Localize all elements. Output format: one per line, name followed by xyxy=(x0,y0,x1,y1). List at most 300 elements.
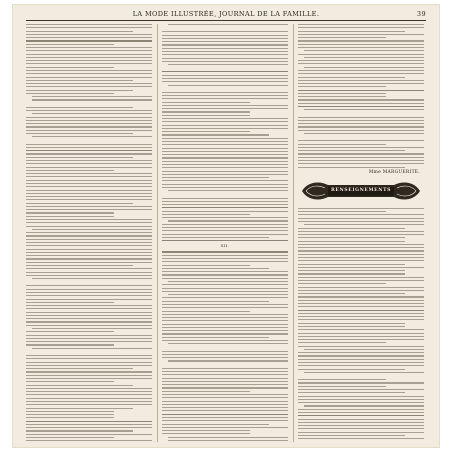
text-line xyxy=(162,414,288,415)
text-line xyxy=(26,242,152,243)
text-line xyxy=(162,278,288,279)
text-line xyxy=(162,54,288,55)
text-line xyxy=(26,222,152,223)
text-line xyxy=(298,396,424,397)
text-line xyxy=(162,217,288,218)
text-line xyxy=(162,51,288,52)
page-header xyxy=(26,10,426,20)
text-line xyxy=(26,120,152,121)
text-line xyxy=(298,409,424,410)
text-line xyxy=(162,184,288,185)
text-line xyxy=(26,338,152,339)
text-line xyxy=(162,271,288,272)
text-line xyxy=(298,293,405,294)
text-line xyxy=(26,63,152,64)
text-line xyxy=(298,306,424,307)
text-line xyxy=(304,109,424,110)
text-line xyxy=(26,209,152,210)
text-line xyxy=(26,219,152,220)
text-line xyxy=(26,252,152,253)
text-line xyxy=(162,301,269,302)
text-line xyxy=(298,221,424,222)
text-line xyxy=(26,70,152,71)
text-line xyxy=(26,362,152,363)
text-line xyxy=(26,57,152,58)
text-line xyxy=(26,335,152,336)
text-line xyxy=(162,251,288,252)
text-line xyxy=(298,287,424,288)
text-line xyxy=(298,54,424,55)
text-line xyxy=(162,330,288,331)
journal-title: LA MODE ILLUSTRÉE, JOURNAL DE LA FAMILLE. xyxy=(132,10,320,18)
text-line xyxy=(162,204,288,205)
text-line xyxy=(298,214,424,215)
text-line xyxy=(162,81,288,82)
text-line xyxy=(162,207,288,208)
text-line xyxy=(298,86,386,87)
text-line xyxy=(26,295,152,296)
text-line xyxy=(26,249,152,250)
text-line xyxy=(162,394,288,395)
text-line xyxy=(162,211,288,212)
text-line xyxy=(26,176,152,177)
text-line xyxy=(162,92,288,93)
text-line xyxy=(298,326,405,327)
text-line xyxy=(162,224,288,225)
text-line xyxy=(298,211,386,212)
text-line xyxy=(162,407,288,408)
text-line xyxy=(162,61,288,62)
text-line xyxy=(162,177,269,178)
text-line xyxy=(298,144,386,145)
text-line xyxy=(162,78,288,79)
text-line xyxy=(162,288,288,289)
text-line xyxy=(304,372,424,373)
text-line xyxy=(162,121,288,122)
text-line xyxy=(162,340,288,341)
text-line xyxy=(162,391,250,392)
text-line xyxy=(26,34,152,35)
text-line xyxy=(162,304,288,305)
text-line xyxy=(32,99,152,100)
text-line xyxy=(26,199,152,200)
text-line xyxy=(162,417,288,418)
text-line xyxy=(26,80,133,81)
text-line xyxy=(298,44,424,45)
text-line xyxy=(26,110,152,111)
text-line xyxy=(26,40,152,41)
text-line xyxy=(298,40,424,41)
text-line xyxy=(26,299,152,300)
text-line xyxy=(298,319,424,320)
text-line xyxy=(162,320,288,321)
text-line xyxy=(26,440,152,441)
text-line xyxy=(162,357,288,358)
text-line xyxy=(298,120,424,121)
text-line xyxy=(162,424,269,425)
text-line xyxy=(26,292,152,293)
text-line xyxy=(168,281,288,282)
text-line xyxy=(162,265,250,266)
text-line xyxy=(162,111,250,112)
text-line xyxy=(162,187,288,188)
text-line xyxy=(298,402,424,403)
text-line xyxy=(26,398,152,399)
text-line xyxy=(298,130,424,131)
text-line xyxy=(162,237,269,238)
banner-label: RENSEIGNEMENTS xyxy=(330,187,392,193)
text-line xyxy=(26,289,152,290)
text-line xyxy=(168,24,288,25)
text-line xyxy=(26,186,152,187)
text-line xyxy=(26,417,114,418)
text-line xyxy=(298,80,424,81)
text-line xyxy=(298,90,424,91)
text-line xyxy=(162,31,288,32)
text-line xyxy=(26,239,152,240)
text-line xyxy=(162,427,288,428)
text-line xyxy=(162,198,288,199)
text-line xyxy=(162,71,288,72)
text-line xyxy=(162,95,288,96)
text-line xyxy=(26,196,152,197)
text-line xyxy=(26,312,152,313)
text-line xyxy=(298,147,424,148)
text-line xyxy=(298,260,424,261)
text-line xyxy=(162,134,269,135)
text-line xyxy=(298,425,424,426)
text-line xyxy=(162,102,250,103)
text-line xyxy=(26,157,133,158)
text-line xyxy=(298,237,405,238)
text-line xyxy=(162,138,288,139)
text-line xyxy=(26,388,152,389)
text-line xyxy=(298,24,424,25)
text-line xyxy=(298,389,424,390)
text-line xyxy=(162,371,288,372)
text-line xyxy=(26,401,152,402)
text-line xyxy=(26,226,152,227)
text-line xyxy=(26,427,152,428)
text-line xyxy=(26,385,133,386)
text-line xyxy=(162,44,288,45)
text-line xyxy=(298,382,424,383)
text-line xyxy=(162,230,288,231)
text-line xyxy=(162,38,288,39)
text-line xyxy=(26,285,152,286)
text-line xyxy=(26,262,152,263)
text-line xyxy=(26,368,133,369)
text-line xyxy=(298,310,424,311)
text-line xyxy=(298,257,424,258)
text-line xyxy=(26,54,152,55)
text-line xyxy=(26,358,152,359)
text-line xyxy=(26,193,152,194)
text-line xyxy=(162,157,288,158)
text-line xyxy=(298,435,405,436)
text-line xyxy=(304,50,424,51)
text-line xyxy=(298,369,405,370)
text-line xyxy=(298,422,424,423)
text-line xyxy=(26,24,152,25)
text-line xyxy=(298,273,405,274)
text-line xyxy=(26,394,152,395)
text-line xyxy=(162,297,288,298)
text-line xyxy=(162,214,250,215)
text-line xyxy=(304,133,424,134)
text-line xyxy=(298,241,405,242)
text-line xyxy=(298,432,424,433)
text-line xyxy=(298,283,386,284)
text-line xyxy=(298,70,424,71)
text-line xyxy=(26,305,152,306)
text-line xyxy=(26,163,152,164)
text-line xyxy=(304,405,424,406)
text-line xyxy=(162,401,288,402)
text-line xyxy=(26,375,152,376)
text-line xyxy=(26,77,152,78)
text-line xyxy=(298,153,424,154)
text-line xyxy=(298,355,424,356)
text-line xyxy=(26,411,114,412)
text-line xyxy=(32,96,152,97)
text-line xyxy=(26,321,152,322)
text-line xyxy=(298,93,386,94)
column-divider xyxy=(157,24,158,442)
column-divider xyxy=(293,24,294,442)
text-line xyxy=(26,258,152,259)
text-column-2 xyxy=(162,24,288,442)
text-line xyxy=(26,421,152,422)
text-line xyxy=(26,150,152,151)
text-line xyxy=(298,415,424,416)
text-line xyxy=(162,35,288,36)
text-line xyxy=(162,227,288,228)
text-line xyxy=(162,337,269,338)
text-line xyxy=(298,47,424,48)
text-line xyxy=(32,278,152,279)
text-line xyxy=(162,381,288,382)
text-line xyxy=(298,250,424,251)
text-line xyxy=(26,144,152,145)
text-line xyxy=(298,438,424,439)
text-line xyxy=(26,44,114,45)
text-line xyxy=(298,419,424,420)
text-line xyxy=(26,265,133,266)
text-line xyxy=(162,397,288,398)
text-line xyxy=(26,325,152,326)
text-line xyxy=(162,378,288,379)
text-line xyxy=(298,264,405,265)
text-line xyxy=(26,437,114,438)
text-line xyxy=(298,379,386,380)
text-line xyxy=(304,224,424,225)
text-line xyxy=(26,381,114,382)
text-line xyxy=(162,333,288,334)
text-line xyxy=(26,160,152,161)
text-line xyxy=(162,327,288,328)
text-line xyxy=(26,414,114,415)
text-line xyxy=(162,404,288,405)
text-line xyxy=(26,365,152,366)
text-line xyxy=(298,160,424,161)
section-number: XII. xyxy=(220,243,230,249)
text-line xyxy=(26,27,152,28)
text-line xyxy=(298,117,424,118)
text-line xyxy=(162,75,288,76)
text-line xyxy=(162,420,288,421)
text-line xyxy=(162,154,288,155)
text-line xyxy=(26,275,152,276)
text-line xyxy=(162,433,250,434)
text-line xyxy=(162,41,288,42)
text-line xyxy=(26,391,152,392)
author-signature: Mme MARGUERITE. xyxy=(368,169,420,175)
text-line xyxy=(26,232,152,233)
text-line xyxy=(26,212,114,213)
text-column-3 xyxy=(298,24,424,442)
text-line xyxy=(298,34,424,35)
text-line xyxy=(32,113,152,114)
text-line xyxy=(298,244,424,245)
text-line xyxy=(298,228,405,229)
text-line xyxy=(298,218,424,219)
text-line xyxy=(26,86,152,87)
text-column-1 xyxy=(26,24,152,442)
text-line xyxy=(298,167,405,168)
text-line xyxy=(298,277,424,278)
text-line xyxy=(26,315,152,316)
text-line xyxy=(298,428,424,429)
text-line xyxy=(26,67,114,68)
text-line xyxy=(298,300,424,301)
text-line xyxy=(162,387,288,388)
text-line xyxy=(298,77,405,78)
text-line xyxy=(298,296,424,297)
text-line xyxy=(298,346,424,347)
text-line xyxy=(298,412,424,413)
text-line xyxy=(162,284,288,285)
text-line xyxy=(168,220,288,221)
text-line xyxy=(162,141,288,142)
text-line xyxy=(26,167,152,168)
text-line xyxy=(26,430,133,431)
text-line xyxy=(162,255,288,256)
text-line xyxy=(26,404,152,405)
text-line xyxy=(298,254,424,255)
text-line xyxy=(298,362,424,363)
text-line xyxy=(298,83,424,84)
text-line xyxy=(162,274,288,275)
text-line xyxy=(162,125,288,126)
text-line xyxy=(298,339,424,340)
text-line xyxy=(162,144,288,145)
text-line xyxy=(162,167,288,168)
text-line xyxy=(26,31,133,32)
text-line xyxy=(26,73,152,74)
text-line xyxy=(26,216,114,217)
text-line xyxy=(298,73,424,74)
text-line xyxy=(26,268,152,269)
text-line xyxy=(298,365,424,366)
text-line xyxy=(26,344,114,345)
text-line xyxy=(162,351,288,352)
text-line xyxy=(304,67,424,68)
text-line xyxy=(162,307,288,308)
page-number: 39 xyxy=(416,10,426,18)
text-line xyxy=(168,440,288,441)
text-line xyxy=(162,98,288,99)
text-line xyxy=(162,131,250,132)
text-line xyxy=(26,331,114,332)
text-line xyxy=(162,268,269,269)
text-line xyxy=(162,164,288,165)
text-line xyxy=(162,148,288,149)
text-line xyxy=(298,27,424,28)
text-line xyxy=(26,117,152,118)
text-line xyxy=(162,410,288,411)
text-line xyxy=(168,294,288,295)
text-line xyxy=(298,342,386,343)
text-line xyxy=(298,63,424,64)
text-line xyxy=(298,31,405,32)
text-line xyxy=(298,323,405,324)
text-line xyxy=(26,90,133,91)
text-line xyxy=(162,291,288,292)
text-line xyxy=(26,37,152,38)
text-line xyxy=(304,349,424,350)
text-line xyxy=(298,359,424,360)
text-line xyxy=(304,57,424,58)
text-line xyxy=(162,374,288,375)
text-line xyxy=(298,303,424,304)
text-line xyxy=(162,234,288,235)
text-line xyxy=(168,360,288,361)
text-line xyxy=(26,255,152,256)
text-line xyxy=(26,371,152,372)
text-line xyxy=(168,343,288,344)
text-line xyxy=(162,174,288,175)
text-line xyxy=(298,280,424,281)
text-line xyxy=(168,437,288,438)
text-line xyxy=(26,153,152,154)
text-line xyxy=(162,151,288,152)
text-line xyxy=(26,147,152,148)
text-line xyxy=(298,106,424,107)
text-line xyxy=(162,314,288,315)
text-line xyxy=(298,163,424,164)
text-line xyxy=(26,183,152,184)
text-line xyxy=(298,399,424,400)
text-line xyxy=(298,247,424,248)
text-line xyxy=(298,316,424,317)
text-line xyxy=(162,430,250,431)
text-line xyxy=(26,93,114,94)
text-line xyxy=(298,123,424,124)
text-line xyxy=(26,173,152,174)
text-line xyxy=(162,258,288,259)
text-line xyxy=(26,123,152,124)
text-line xyxy=(26,341,152,342)
text-line xyxy=(26,107,133,108)
text-line xyxy=(298,103,424,104)
text-line xyxy=(26,83,152,84)
text-line xyxy=(26,203,133,204)
text-line xyxy=(32,348,152,349)
text-line xyxy=(162,161,288,162)
text-line xyxy=(298,392,405,393)
text-line xyxy=(26,133,133,134)
